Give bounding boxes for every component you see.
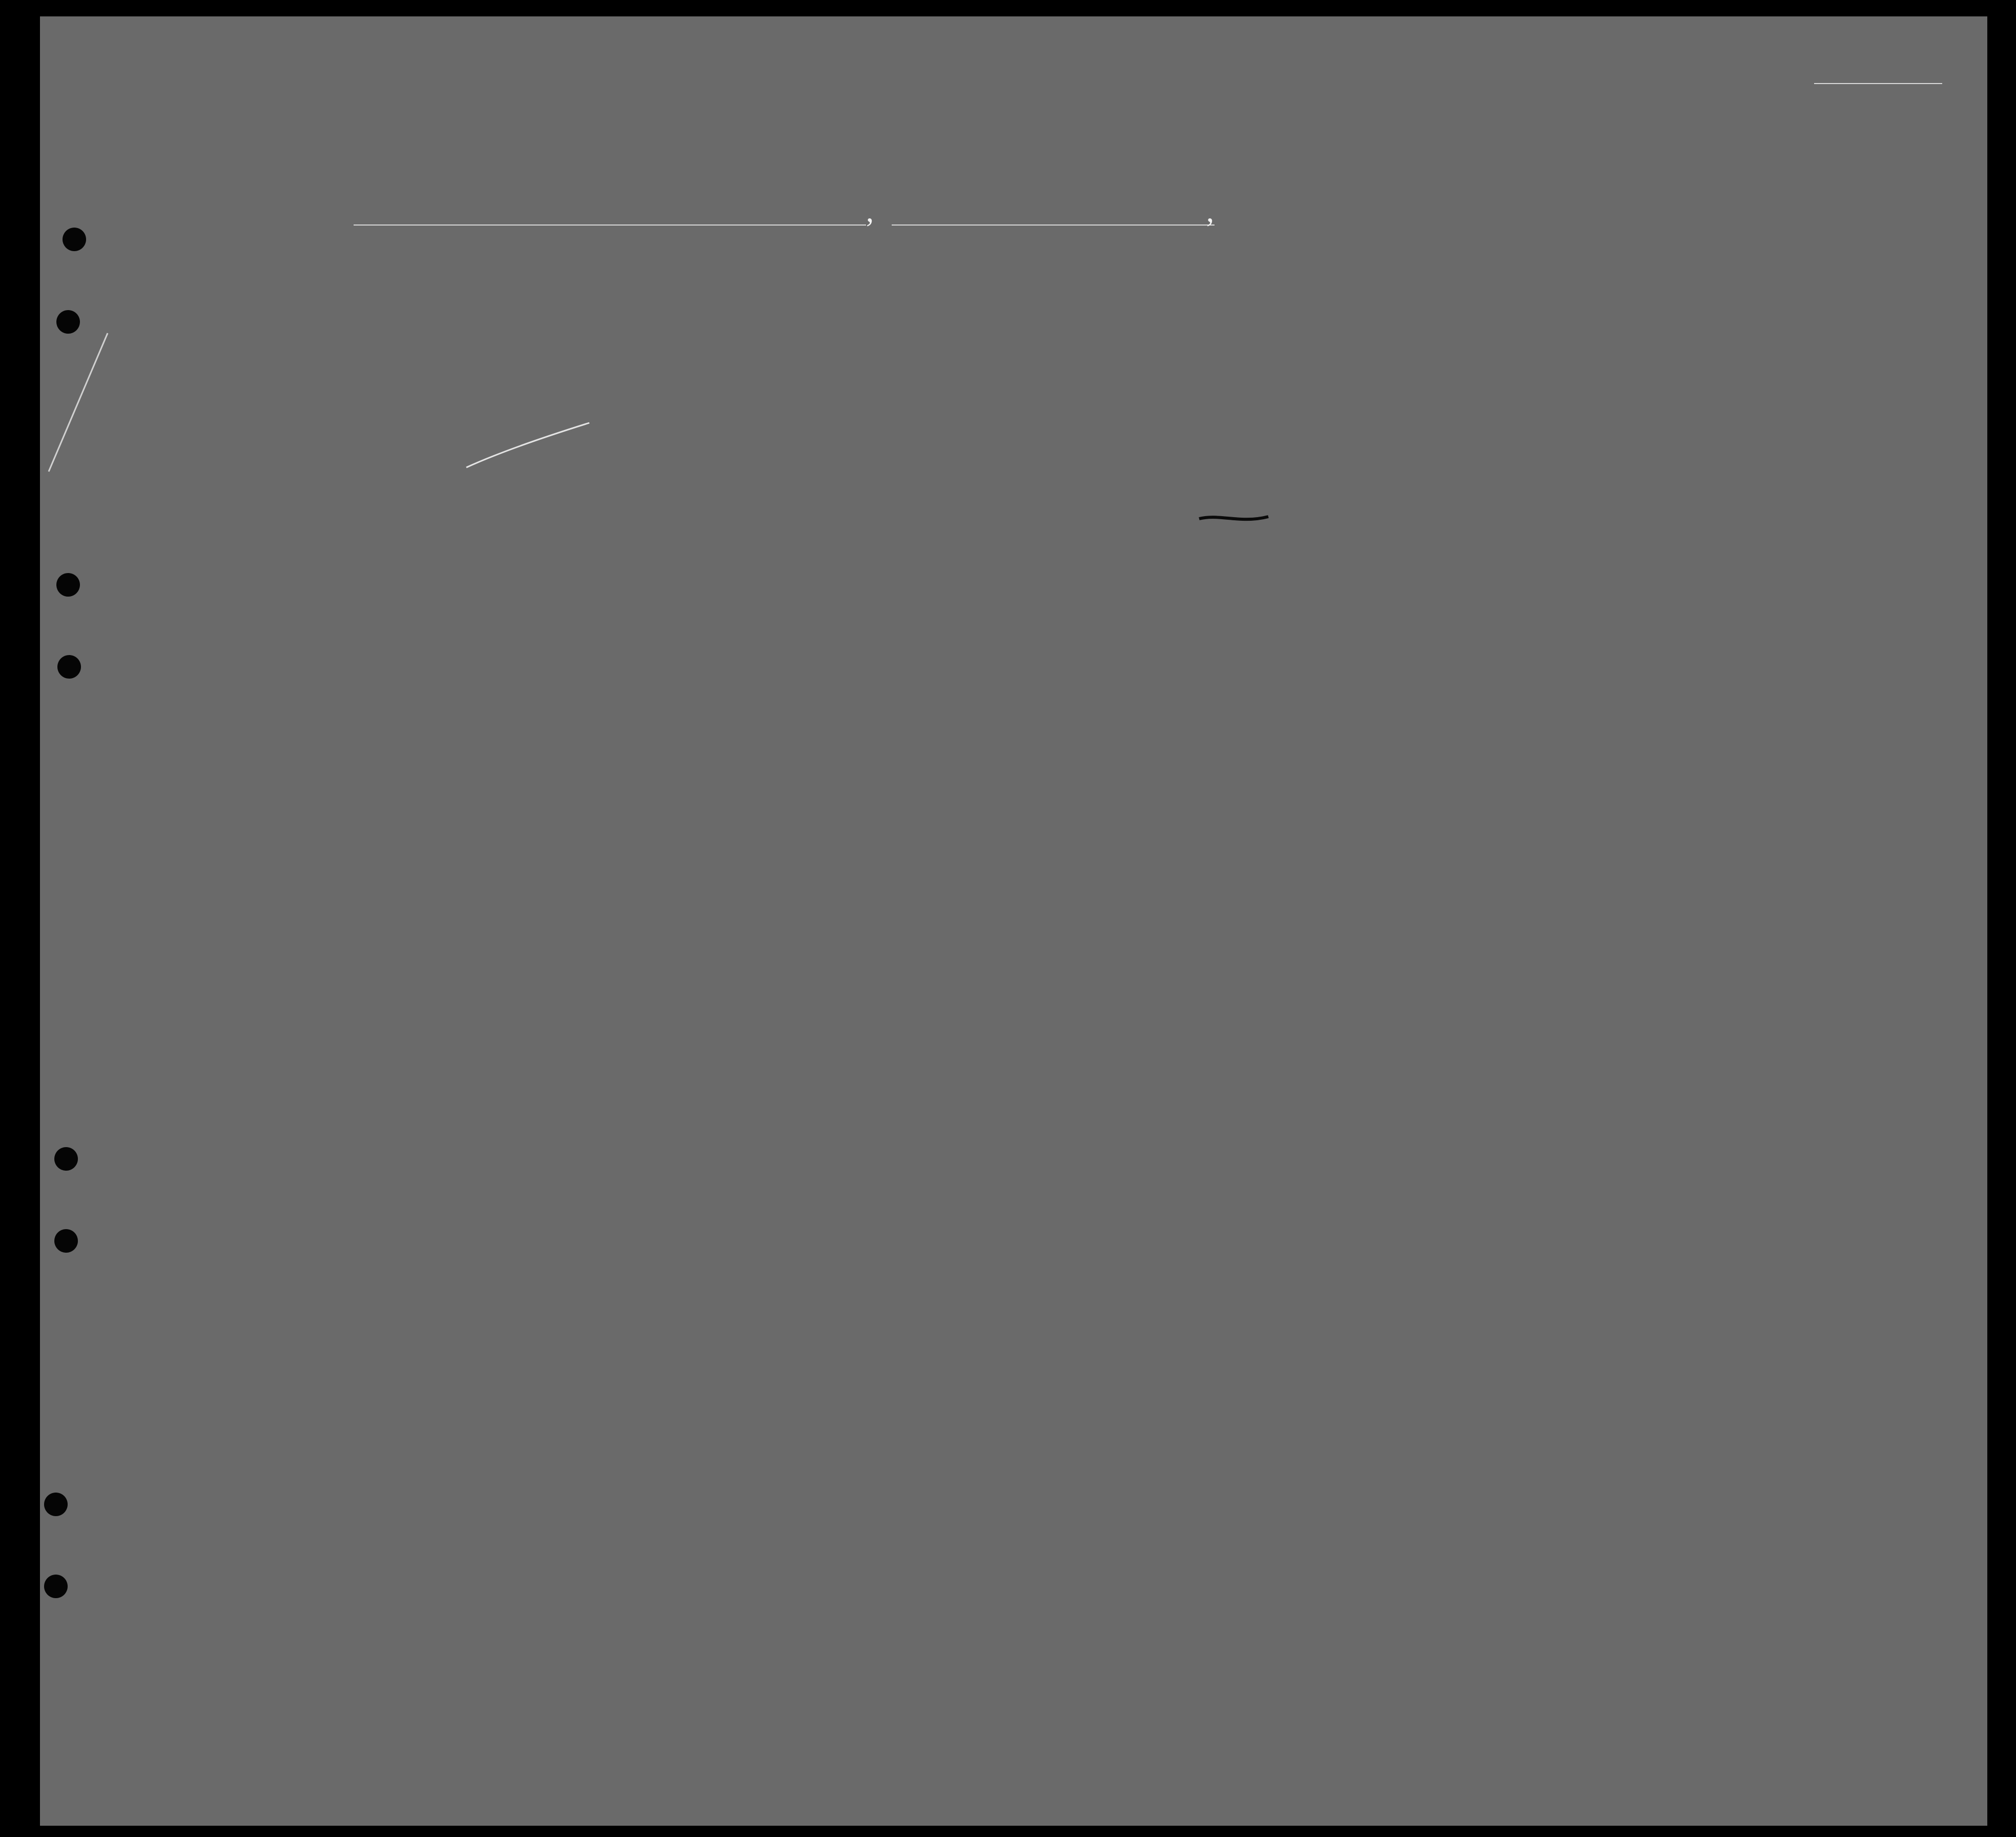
header-purpose-length — [1213, 301, 1257, 414]
header-ticket — [598, 290, 618, 413]
header-polygamist — [1365, 291, 1386, 414]
date-underline — [892, 224, 1215, 226]
margin-stroke — [41, 328, 113, 482]
handwritten-stroke — [461, 420, 594, 472]
punch-hole — [56, 573, 80, 597]
punch-hole — [44, 1493, 68, 1516]
header-inches — [1696, 379, 1715, 415]
header-feet — [1675, 379, 1693, 415]
punch-hole — [63, 228, 86, 251]
header-deported — [1522, 291, 1549, 414]
list-underline — [1814, 83, 1942, 84]
punch-hole — [54, 1147, 78, 1171]
comma: , — [866, 194, 874, 228]
comma: , — [1206, 194, 1214, 228]
crossed-out-scribble — [1179, 513, 1281, 528]
header-purpose-citizen — [1262, 301, 1305, 414]
punch-hole — [54, 1229, 78, 1253]
header-prison — [1313, 291, 1362, 414]
manifest-sheet — [40, 16, 1987, 1826]
header-overthrow — [1410, 291, 1470, 414]
header-purpose-return — [1165, 301, 1208, 414]
punch-hole — [57, 655, 81, 679]
header-anarchist — [1386, 291, 1406, 414]
header-complexion — [1722, 333, 1742, 390]
header-fifty-dollars — [725, 290, 745, 413]
punch-hole — [44, 1575, 68, 1598]
port-underline — [354, 224, 866, 226]
header-contract — [1473, 291, 1519, 414]
